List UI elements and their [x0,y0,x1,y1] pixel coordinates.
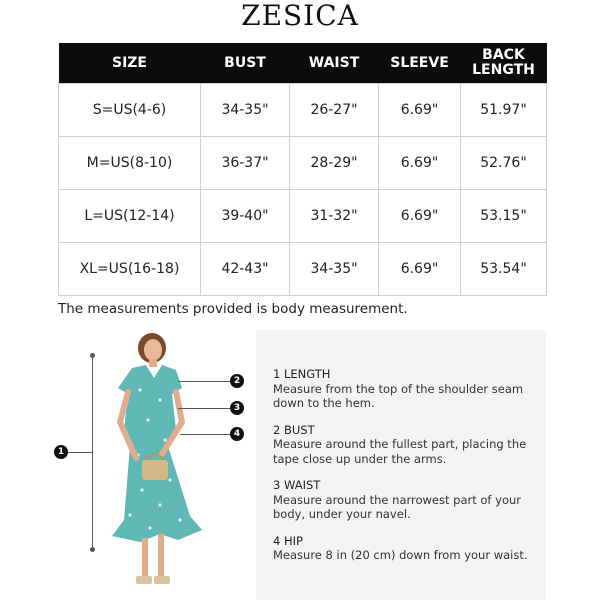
step-bust [273,423,538,467]
measurement-note: The measurements provided is body measurement. [58,301,408,317]
cell-bust: 42-43" [201,243,290,296]
cell-size: XL=US(16-18) [59,243,201,296]
cell-sleeve: 6.69" [379,243,461,296]
cell-sleeve: 6.69" [379,84,461,137]
length-measure-bottom [90,547,95,552]
step-desc: Measure 8 in (20 cm) down from your waist. [273,548,528,562]
header-back-length: BACK LENGTH [461,43,547,84]
step-title: 1 LENGTH [273,367,331,381]
marker-2-badge: 2 [230,374,244,388]
header-size: SIZE [59,43,201,84]
handbag [142,460,168,480]
table-row [59,137,547,190]
step-desc: Measure from the top of the shoulder seam down to the hem. [273,381,524,410]
cell-size: S=US(4-6) [59,84,201,137]
cell-bust: 34-35" [201,84,290,137]
cell-size: M=US(8-10) [59,137,201,190]
step-desc: Measure around the narrowest part of your body, under your navel. [273,492,521,521]
cell-sleeve: 6.69" [379,137,461,190]
cell-waist: 28-29" [290,137,379,190]
size-chart-table [58,43,547,296]
shoe-right [154,576,170,584]
cell-bust: 39-40" [201,190,290,243]
length-measure-top [90,353,95,358]
header-sleeve: SLEEVE [379,43,461,84]
shoe-left [136,576,152,584]
cell-sleeve: 6.69" [379,190,461,243]
table-row [59,84,547,137]
table-row [59,190,547,243]
brand-logo: ZESICA [241,0,359,32]
table-header-row [59,43,547,84]
model-face [144,339,162,361]
step-desc: Measure around the fullest part, placing the tape close up under the arms. [273,437,527,466]
marker-1-badge: 1 [54,445,68,459]
marker-3-badge: 3 [230,401,244,415]
measurement-steps [273,367,538,575]
cell-back-length: 53.15" [461,190,547,243]
cell-back-length: 53.54" [461,243,547,296]
cell-back-length: 52.76" [461,137,547,190]
model-leg-left [142,538,148,578]
step-title: 3 WAIST [273,478,321,492]
model-dress-illustration [50,330,250,600]
cell-waist: 26-27" [290,84,379,137]
cell-back-length: 51.97" [461,84,547,137]
cell-size: L=US(12-14) [59,190,201,243]
step-hip [273,534,538,563]
cell-waist: 34-35" [290,243,379,296]
length-measure-line [92,355,93,549]
marker-3-leader [178,408,230,409]
model-leg-right [158,534,164,578]
step-waist [273,478,538,522]
step-title: 4 HIP [273,533,303,548]
step-title: 2 BUST [273,422,315,437]
step-length [273,367,538,411]
cell-bust: 36-37" [201,137,290,190]
marker-4-leader [180,434,230,435]
header-bust: BUST [201,43,290,84]
model-neck [149,359,157,367]
marker-4-badge: 4 [230,427,244,441]
header-waist: WAIST [290,43,379,84]
cell-waist: 31-32" [290,190,379,243]
table-row [59,243,547,296]
marker-2-leader [178,381,230,382]
